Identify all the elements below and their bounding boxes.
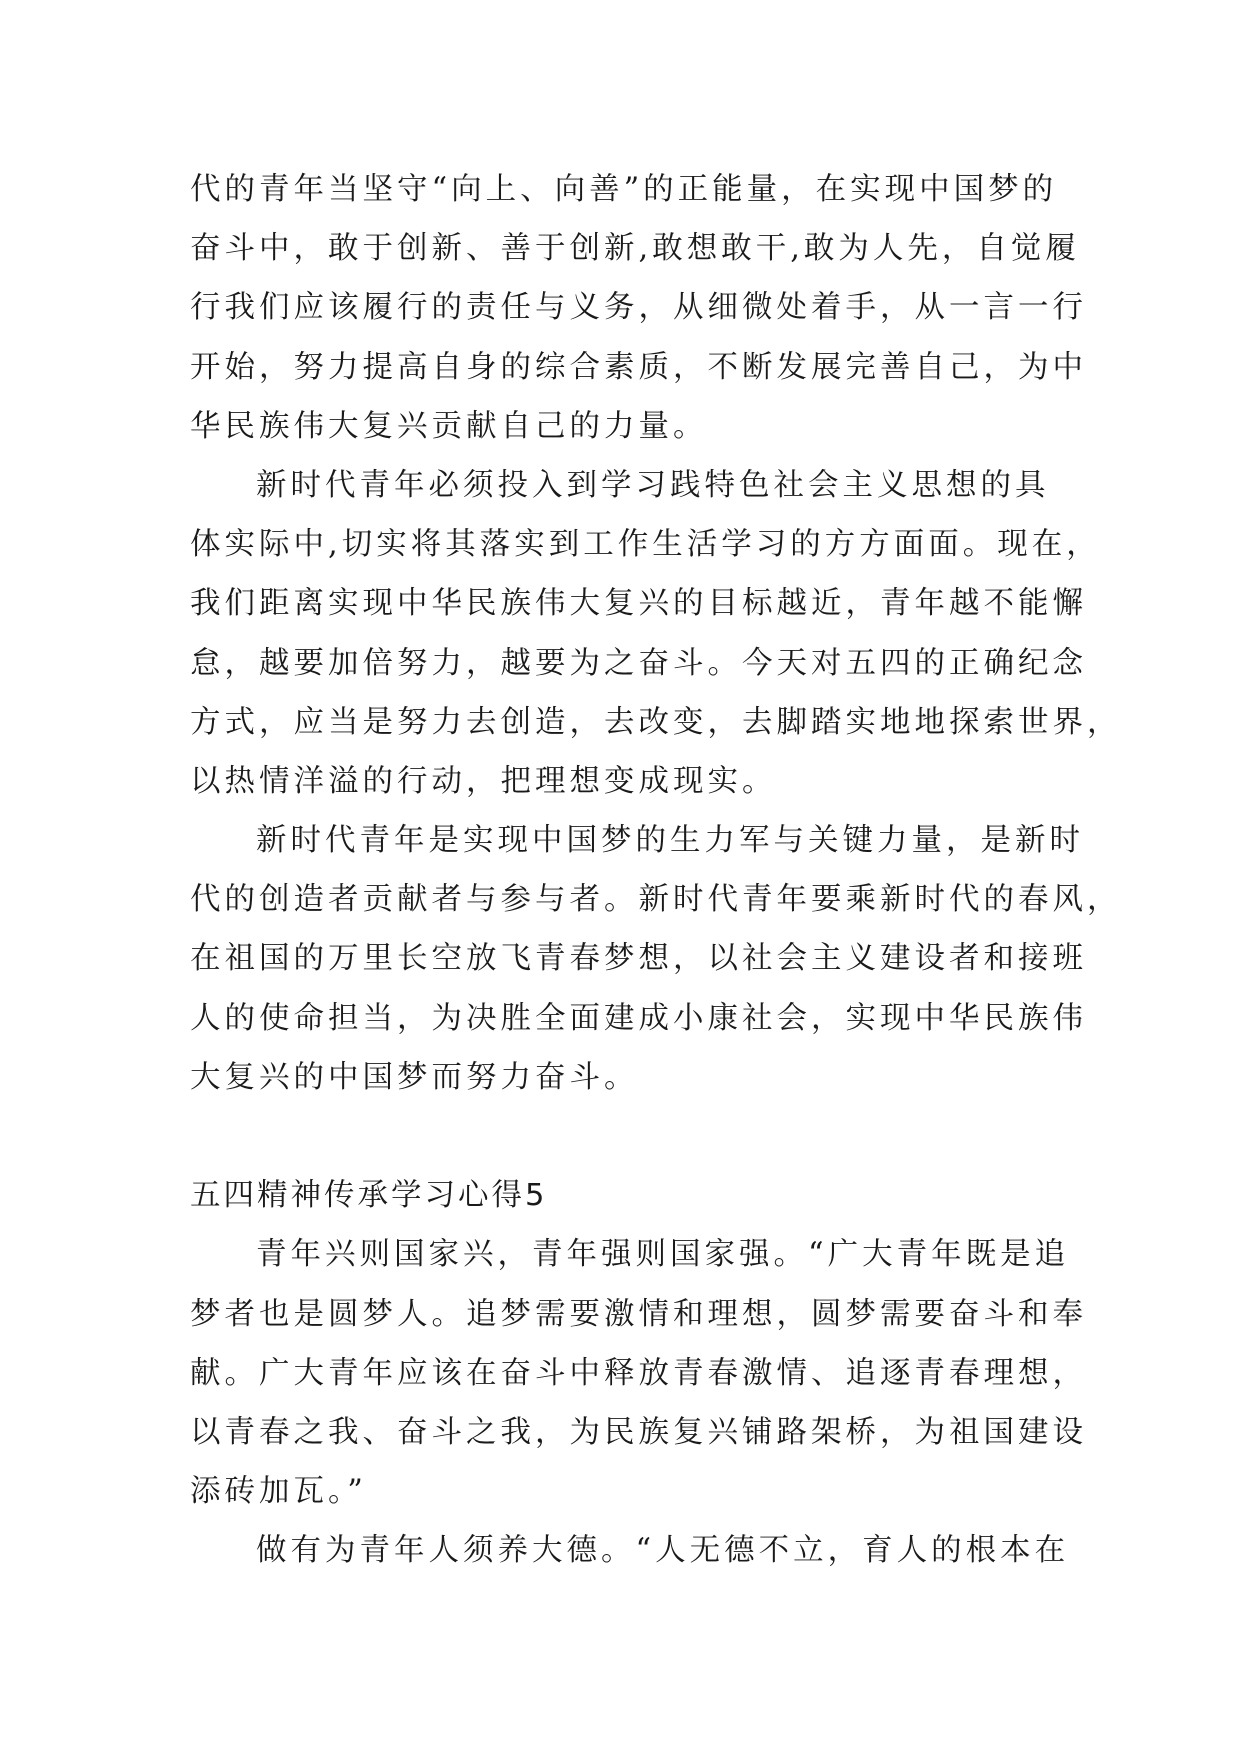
paragraph-line: 以青春之我、奋斗之我，为民族复兴铺路架桥，为祖国建设 [190, 1414, 1087, 1450]
paragraph-line: 奋斗中，敢于创新、善于创新,敢想敢干,敢为人先，自觉履 [190, 231, 1080, 267]
paragraph-line: 做有为青年人须养大德。“人无德不立，育人的根本在 [256, 1533, 1070, 1569]
paragraph-line: 新时代青年是实现中国梦的生力军与关键力量，是新时 [256, 823, 1084, 859]
paragraph-line: 体实际中,切实将其落实到工作生活学习的方方面面。现在， [190, 527, 1101, 563]
paragraph-line: 献。广大青年应该在奋斗中释放青春激情、追逐青春理想， [190, 1355, 1087, 1391]
paragraph-line: 添砖加瓦。” [190, 1474, 367, 1510]
paragraph-line: 方式，应当是努力去创造，去改变，去脚踏实地地探索世界， [190, 704, 1122, 740]
paragraph-line: 大复兴的中国梦而努力奋斗。 [190, 1059, 639, 1095]
paragraph-line: 以热情洋溢的行动，把理想变成现实。 [190, 763, 777, 799]
section-paragraph-1 [190, 1225, 1087, 1521]
section-paragraph-2 [190, 1521, 1070, 1580]
document-body [190, 160, 1122, 1581]
blank-line [190, 1107, 1050, 1166]
paragraph-2 [190, 456, 1122, 811]
paragraph-line: 怠，越要加倍努力，越要为之奋斗。今天对五四的正确纪念 [190, 645, 1087, 681]
paragraph-line: 华民族伟大复兴贡献自己的力量。 [190, 408, 708, 444]
section-heading: 五四精神传承学习心得5 [190, 1178, 548, 1214]
paragraph-line: 行我们应该履行的责任与义务，从细微处着手，从一言一行 [190, 290, 1087, 326]
paragraph-line: 我们距离实现中华民族伟大复兴的目标越近，青年越不能懈 [190, 586, 1087, 622]
paragraph-1 [190, 160, 1087, 456]
paragraph-line: 梦者也是圆梦人。追梦需要激情和理想，圆梦需要奋斗和奉 [190, 1296, 1087, 1332]
paragraph-line: 开始，努力提高自身的综合素质，不断发展完善自己，为中 [190, 349, 1087, 385]
paragraph-line: 在祖国的万里长空放飞青春梦想，以社会主义建设者和接班 [190, 941, 1087, 977]
paragraph-line: 新时代青年必须投入到学习践特色社会主义思想的具 [256, 467, 1050, 503]
paragraph-line: 人的使命担当，为决胜全面建成小康社会，实现中华民族伟 [190, 1000, 1087, 1036]
paragraph-line: 代的青年当坚守“向上、向善”的正能量，在实现中国梦的 [190, 172, 1058, 207]
paragraph-line: 青年兴则国家兴，青年强则国家强。“广大青年既是追 [256, 1237, 1070, 1273]
paragraph-line: 代的创造者贡献者与参与者。新时代青年要乘新时代的春风， [190, 882, 1122, 918]
paragraph-3 [190, 811, 1122, 1107]
